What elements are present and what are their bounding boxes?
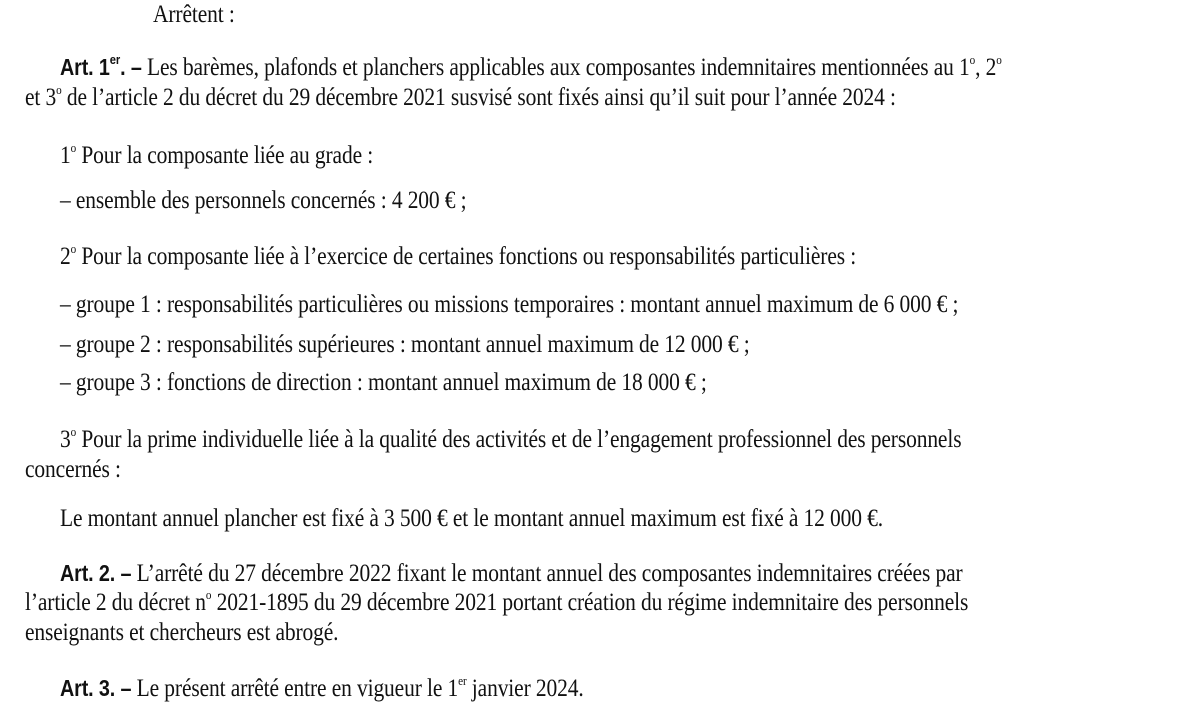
art1-item-2: 2$^o$ Pour la composante liée à l’exercice de certaines fonctions ou responsabilités particulières :: [60, 241, 857, 270]
group-line-1: – groupe 1 : responsabilités particulières ou missions temporaires : montant annuel maximum de 6 000 € ;: [60, 291, 959, 318]
art1-line-2: et 3$^o$ de l’article 2 du décret du 29 décembre 2021 susvisé sont fixés ainsi qu’il suit pour l’année 2024 :: [25, 82, 896, 111]
art1-item-3-line-1: 3$^o$ Pour la prime individuelle liée à la qualité des activités et de l’engagement professionnel des personnels: [60, 424, 962, 453]
art2-line-3: enseignants et chercheurs est abrogé.: [25, 619, 339, 646]
art1-item-1: 1$^o$ Pour la composante liée au grade :: [60, 140, 374, 169]
art1-item-1-detail: – ensemble des personnels concernés : 4 200 € ;: [60, 187, 467, 214]
art1-item-3-amounts: Le montant annuel plancher est fixé à 3 500 € et le montant annuel maximum est fixé à 12 000 €.: [60, 505, 884, 532]
preamble: Arrêtent :: [153, 1, 235, 28]
art1-line-1: Art. 1er. – Les barèmes, plafonds et planchers applicables aux composantes indemnitaires mentionnées au 1$^o$, 2$^o$: [60, 52, 1002, 81]
art2-line-2: l’article 2 du décret $n^o$ 2021-1895 du 29 décembre 2021 portant création du régime indemnitaire des personnels: [25, 587, 969, 616]
art3-label: Art. 3. –: [60, 675, 132, 701]
art1-label: Art. 1er. –: [60, 52, 142, 80]
art2-label: Art. 2. –: [60, 560, 132, 586]
art1-item-3-line-2: concernés :: [25, 456, 121, 483]
art3-line: Art. 3. – Le présent arrêté entre en vigueur le 1er janvier 2024.: [60, 673, 584, 702]
group-line-2: – groupe 2 : responsabilités supérieures : montant annuel maximum de 12 000 € ;: [60, 331, 750, 358]
art2-line-1: Art. 2. – L’arrêté du 27 décembre 2022 fixant le montant annuel des composantes indemnitaires créées par: [60, 560, 963, 587]
group-line-3: – groupe 3 : fonctions de direction : montant annuel maximum de 18 000 € ;: [60, 369, 707, 396]
